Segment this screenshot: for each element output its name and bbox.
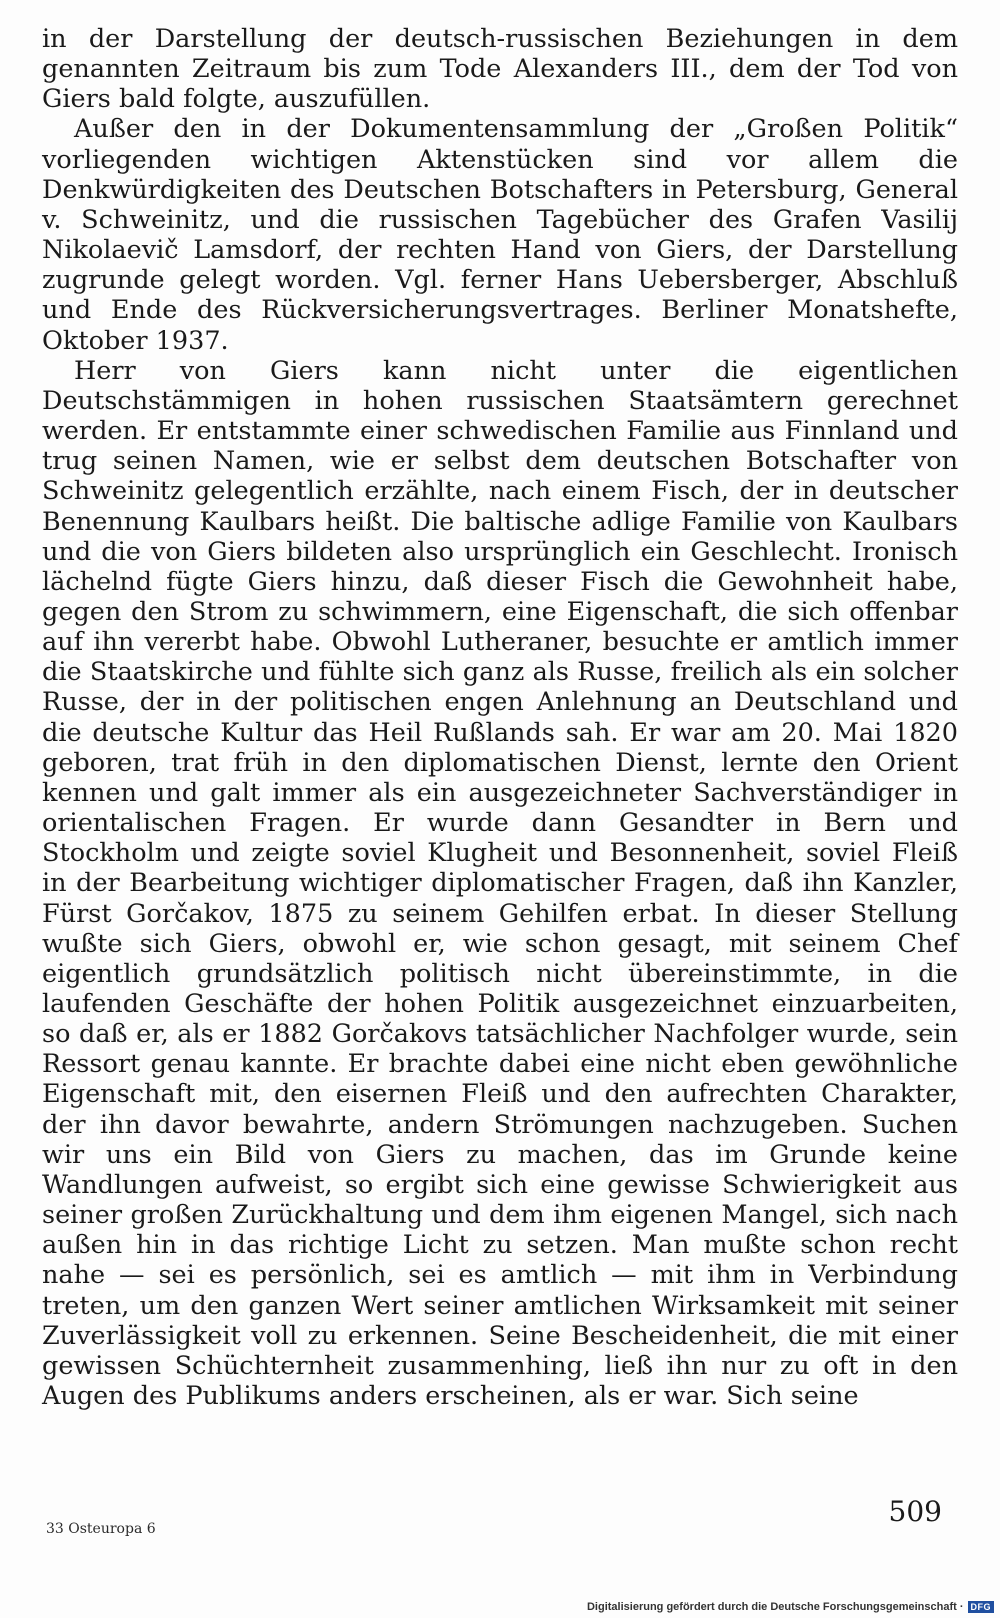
dfg-logo-icon: DFG xyxy=(968,1601,995,1613)
paragraph-3: Herr von Giers kann nicht unter die eigentlichen Deutschstämmigen in hohen russischen Staatsämtern gerechnet werden. Er entstammte einer schwedischen Familie aus Finnland und trug seinen Namen, wie er selbst dem deutschen Botschafter von Schweinitz gelegentlich erzählte, nach einem Fisch, der in deutscher Benennung Kaulbars heißt. Die baltische adlige Familie von Kaulbars und die von Giers bildeten also ursprünglich ein Geschlecht. Ironisch lächelnd fügte Giers hinzu, daß dieser Fisch die Gewohnheit habe, gegen den Strom zu schwimmern, eine Eigenschaft, die sich offenbar auf ihn vererbt habe. Obwohl Lutheraner, besuchte er amtlich immer die Staatskirche und fühlte sich ganz als Russe, freilich als ein solcher Russe, der in der politischen engen Anlehnung an Deutschland und die deutsche Kultur das Heil Rußlands sah. Er war am 20. Mai 1820 geboren, trat früh in den diplomatischen Dienst, lernte den Orient kennen und galt immer als ein ausgezeichneter Sachverständiger in orientalischen Fragen. Er wurde dann Gesandter in Bern und Stockholm und zeigte soviel Klugheit und Besonnenheit, soviel Fleiß in der Bearbeitung wichtiger diplomatischer Fragen, daß ihn Kanzler, Fürst Gorčakov, 1875 zu seinem Gehilfen erbat. In dieser Stellung wußte sich Giers, obwohl er, wie schon gesagt, mit seinem Chef eigentlich grundsätzlich politisch nicht übereinstimmte, in die laufenden Geschäfte der hohen Politik ausgezeichnet einzuarbeiten, so daß er, als er 1882 Gorčakovs tatsächlicher Nachfolger wurde, sein Ressort genau kannte. Er brachte dabei eine nicht eben gewöhnliche Eigenschaft mit, den eisernen Fleiß und den aufrechten Charakter, der ihn davor bewahrte, andern Strömungen nachzugeben. Suchen wir uns ein Bild von Giers zu machen, das im Grunde keine Wandlungen aufweist, so ergibt sich eine gewisse Schwierigkeit aus seiner großen Zurückhaltung und dem ihm eigenen Mangel, sich nach außen hin in das richtige Licht zu setzen. Man mußte schon recht nahe — sei es persönlich, sei es amtlich — mit ihm in Verbindung treten, um den ganzen Wert seiner amtlichen Wirksamkeit mit seiner Zuverlässigkeit voll zu erkennen. Seine Bescheidenheit, die mit einer gewissen Schüchternheit zusammenhing, ließ ihn nur zu oft in den Augen des Publikums anders erscheinen, als er war. Sich seine xyxy=(42,355,958,1412)
sheet-signature: 33 Osteuropa 6 xyxy=(46,1521,156,1537)
digitization-credit xyxy=(587,1601,994,1613)
credit-text: Digitalisierung gefördert durch die Deutsche Forschungsgemeinschaft · xyxy=(586,1601,964,1613)
body-text xyxy=(42,24,958,1411)
paragraph-1: in der Darstellung der deutsch-russischen Beziehungen in dem genannten Zeitraum bis zum Tode Alexanders III., dem der Tod von Giers bald folgte, auszufüllen. xyxy=(42,24,958,115)
paragraph-2: Außer den in der Dokumentensammlung der „Großen Politik“ vorliegenden wichtigen Aktenstücken sind vor allem die Denkwürdigkeiten des Deutschen Botschafters in Petersburg, General v. Schweinitz, und die russischen Tagebücher des Grafen Vasilij Nikolaevič Lamsdorf, der rechten Hand von Giers, der Darstellung zugrunde gelegt worden. Vgl. ferner Hans Uebersberger, Abschluß und Ende des Rückversicherungsvertrages. Berliner Monatshefte, Oktober 1937. xyxy=(42,114,958,356)
page-number: 509 xyxy=(888,1495,942,1528)
